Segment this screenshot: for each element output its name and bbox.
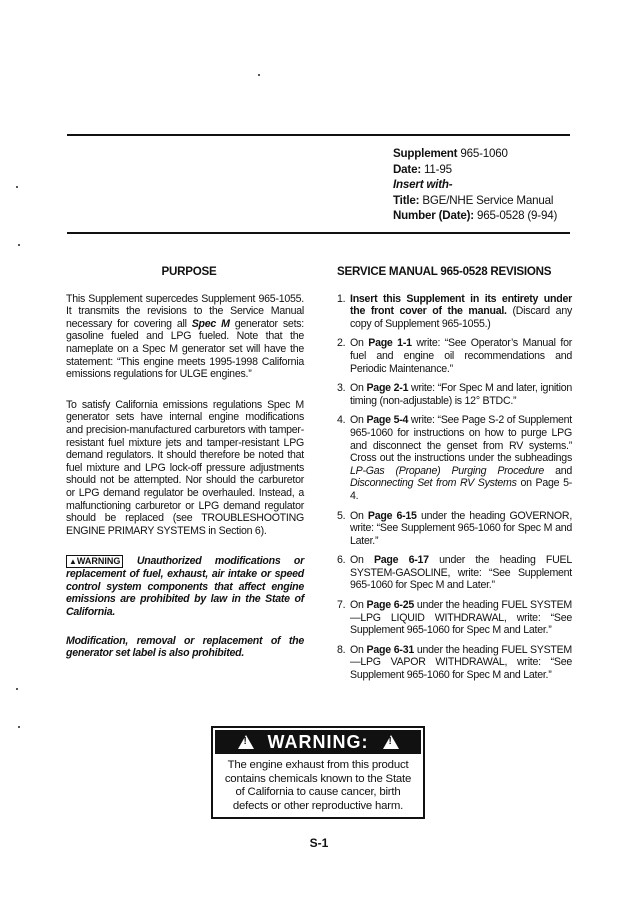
page-number: S-1 (309, 836, 329, 850)
warning-header (215, 730, 421, 754)
warning-triangle-icon (238, 735, 254, 749)
revision-number: 7. (337, 599, 346, 612)
spec-m-emphasis: Spec M (191, 317, 230, 330)
revision-text: write: “See Page S-2 of Supplement 965-1060 for instructions on how to purge LPG and disconnect the genset from RV systems.” Cross out the instructions under the subheadings (350, 414, 572, 465)
purpose-paragraph-2: To satisfy California emissions regulations Spec M generator sets have internal engine modifications and precision-manufactured carburetors with tamper-resistant fuel mixture jets and tamper-resistant LPG demand regulators. It should therefore be noted that fuel mixture and LPG lock-off pressure adjustments should not be attempted. Nor should the carburetor or LPG demand regulator be overhauled. Instead, a malfunctioning carburetor or LPG demand regulator should be replaced (see TROUBLESHOOTING ENGINE PRIMARY SYSTEMS in Section 6). (66, 398, 304, 537)
revision-page-ref: Page 1-1 (368, 337, 412, 350)
revision-text: On (350, 599, 367, 612)
date-label: Date: (393, 162, 421, 176)
purpose-paragraph-1 (66, 293, 304, 381)
middle-rule (67, 232, 570, 234)
revision-item (337, 510, 572, 548)
revision-number: 3. (337, 382, 346, 395)
revision-text: write: “For Spec M and later, ignition timing (non-adjustable) is 12° BTDC.” (350, 382, 573, 407)
revision-page-ref: Page 2-1 (366, 382, 409, 395)
number-value: 965-0528 (9-94) (476, 209, 558, 223)
title-row (393, 193, 573, 209)
revision-number: 4. (337, 414, 346, 427)
supplement-value: 965-1060 (460, 147, 508, 160)
revision-number: 8. (337, 643, 346, 656)
warning-line: defects or other reproductive harm. (232, 799, 404, 812)
revision-text: write: “See Operator’s Manual for fuel and engine oil recommendations and Periodic Maintenance.” (350, 337, 573, 375)
revision-number: 5. (337, 509, 346, 522)
warning-title: WARNING: (267, 732, 369, 752)
title-value: BGE/NHE Service Manual (422, 193, 554, 207)
scan-speck (16, 186, 18, 188)
prop65-warning-box (211, 726, 425, 819)
insert-row (393, 177, 573, 193)
warning-line: The engine exhaust from this product (227, 759, 409, 771)
number-row (393, 208, 573, 224)
revision-text: On (350, 554, 374, 567)
warning-triangle-icon (383, 735, 399, 749)
revision-page-ref: Page 6-17 (373, 554, 429, 567)
revision-page-ref: Page 6-31 (366, 643, 414, 656)
revision-text: On (350, 414, 367, 427)
number-label: Number (Date): (393, 209, 474, 223)
revision-text: On (350, 382, 367, 395)
warning-text: Unauthorized modifications or replacement of fuel, exhaust, air intake or speed control system components that affect engine emissions are prohibited by law in the State of California. (66, 555, 304, 619)
date-value: 11-95 (424, 162, 452, 176)
revision-subheading: LP-Gas (Propane) Purging Procedure (350, 464, 544, 477)
purpose-heading: PURPOSE (161, 265, 217, 278)
revision-item (337, 293, 572, 331)
revision-item (337, 554, 572, 592)
insert-label: Insert with- (393, 178, 453, 192)
scan-speck (16, 688, 18, 690)
revision-text: under the heading GOVERNOR, write: “See Supplement 965-1060 for Spec M and Later.” (350, 509, 573, 547)
purpose-text: This Supplement supercedes Supplement 965-1055. It transmits the revisions to the Service Manual necessary for covering all (66, 292, 304, 330)
warning-triangle-icon: ▲ (69, 557, 77, 567)
scan-speck (18, 244, 20, 246)
warning-line: contains chemicals known to the State (224, 772, 412, 785)
revisions-heading: SERVICE MANUAL 965-0528 REVISIONS (337, 265, 552, 278)
date-row (393, 162, 573, 178)
revision-text: On (350, 643, 367, 656)
revision-item (337, 644, 572, 682)
revision-page-ref: Page 6-15 (367, 509, 417, 522)
supplement-header (393, 146, 573, 224)
purpose-column (66, 266, 304, 676)
title-label: Title: (393, 193, 420, 207)
revisions-column (337, 266, 572, 689)
revision-text: under the heading FUEL SYSTEM—LPG VAPOR WITHDRAWAL, write: “See Supplement 965-1060 for Spec M and Later.” (350, 643, 573, 682)
revision-subheading: Disconnecting Set from RV Systems (350, 477, 517, 490)
supplement-label: Supplement (393, 147, 458, 160)
warning-tag-text: WARNING (76, 556, 121, 567)
warning-body (213, 756, 423, 817)
warning-paragraph (66, 555, 304, 618)
revision-text: On (350, 337, 369, 350)
revision-item (337, 599, 572, 637)
revision-item (337, 414, 572, 502)
revision-page-ref: Page 6-25 (366, 599, 414, 612)
scan-speck (18, 726, 20, 728)
warning-tag (66, 555, 123, 568)
supplement-row (393, 146, 573, 162)
revision-text: under the heading FUEL SYSTEM-GASOLINE, write: “See Supplement 965-1060 for Spec M and Later.” (350, 554, 572, 592)
revision-text: and (543, 464, 572, 477)
revisions-list (337, 293, 572, 682)
revision-number: 2. (337, 337, 346, 350)
revision-item (337, 382, 572, 407)
warning-line: of California to cause cancer, birth (235, 786, 401, 799)
revision-text: (Discard any copy of Supplement 965-1055.) (350, 305, 573, 330)
revision-number: 6. (337, 554, 346, 567)
revision-page-ref: Page 5-4 (366, 414, 409, 427)
revision-text: On (350, 509, 368, 522)
label-prohibited-paragraph: Modification, removal or replacement of the generator set label is also prohibited. (66, 634, 304, 660)
revision-number: 1. (337, 292, 346, 305)
purpose-text: generator sets: gasoline fueled and LPG fueled. Note that the nameplate on a Spec M generator set will have the statement: “This engine meets 1995-1998 California emissions regulations for ULGE engines.” (66, 317, 305, 381)
scan-speck (258, 74, 260, 76)
top-rule (67, 134, 570, 136)
revision-text: on Page 5-4. (350, 477, 572, 502)
revision-text: under the heading FUEL SYSTEM—LPG LIQUID WITHDRAWAL, write: “See Supplement 965-1060 for Spec M and Later.” (350, 599, 573, 637)
revision-bold: Insert this Supplement in its entirety under the front cover of the manual. (350, 292, 572, 318)
revision-item (337, 337, 572, 375)
